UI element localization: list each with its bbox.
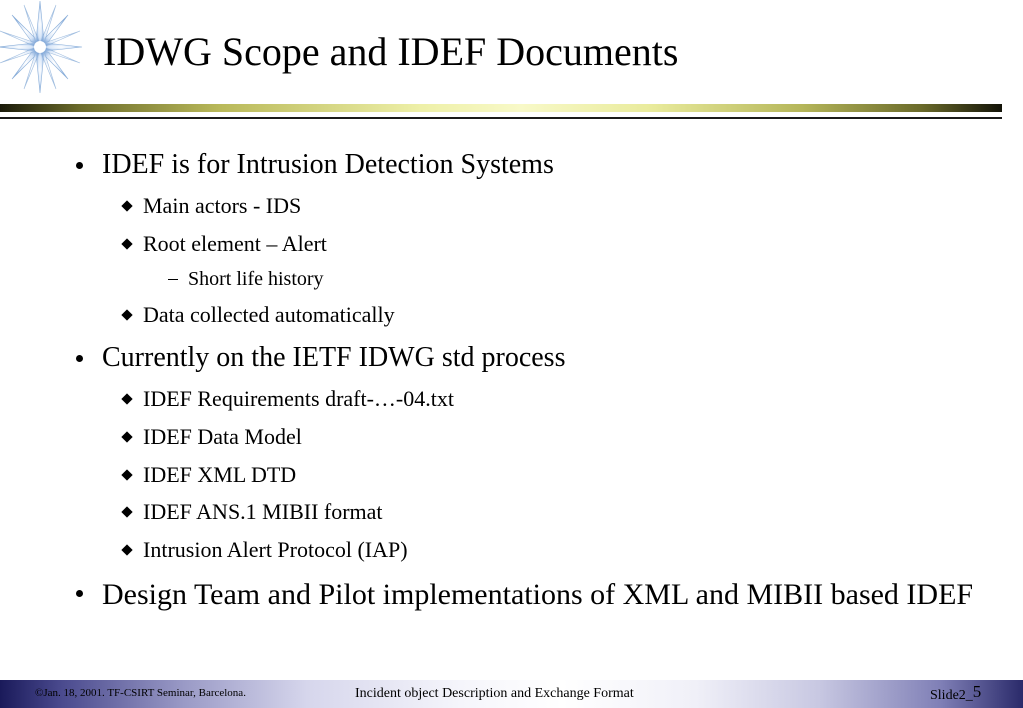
bullet-dot-icon xyxy=(76,355,83,362)
bullet-diamond-icon xyxy=(121,431,132,442)
bullet-diamond-icon xyxy=(121,506,132,517)
list-item: IDEF XML DTD xyxy=(143,462,297,487)
bullet-diamond-icon xyxy=(121,309,132,320)
bullet-dot-icon xyxy=(76,590,83,597)
bullet-dot-icon xyxy=(76,162,83,169)
slide-label: Slide2_ xyxy=(930,688,973,703)
slide-number xyxy=(930,684,981,706)
bullet-diamond-icon xyxy=(121,469,132,480)
bullet-diamond-icon xyxy=(121,238,132,249)
footer-copyright: ©Jan. 18, 2001. TF-CSIRT Seminar, Barcelona. xyxy=(35,687,246,699)
list-item: Currently on the IETF IDWG std process xyxy=(102,342,566,373)
page-number: 5 xyxy=(972,682,982,701)
list-item: Root element – Alert xyxy=(143,231,327,256)
list-item: Design Team and Pilot implementations of XML and MIBII based IDEF xyxy=(102,578,974,611)
slide-title: IDWG Scope and IDEF Documents xyxy=(103,29,679,74)
title-underline-rule xyxy=(0,117,1002,119)
footer-title: Incident object Description and Exchange Format xyxy=(355,686,634,701)
list-item: Data collected automatically xyxy=(143,302,395,327)
list-item: IDEF is for Intrusion Detection Systems xyxy=(102,149,554,180)
bullet-diamond-icon xyxy=(121,544,132,555)
list-item: IDEF Requirements draft-…-04.txt xyxy=(143,386,454,411)
bullet-diamond-icon xyxy=(121,393,132,404)
title-underline-bar xyxy=(0,104,1002,112)
list-item: Short life history xyxy=(188,268,324,290)
bullet-diamond-icon xyxy=(121,200,132,211)
bullet-dash-icon xyxy=(168,279,178,280)
list-item: Intrusion Alert Protocol (IAP) xyxy=(143,537,408,562)
list-item: IDEF ANS.1 MIBII format xyxy=(143,499,383,524)
list-item: Main actors - IDS xyxy=(143,193,302,218)
starburst-icon xyxy=(0,0,84,100)
list-item: IDEF Data Model xyxy=(143,424,302,449)
